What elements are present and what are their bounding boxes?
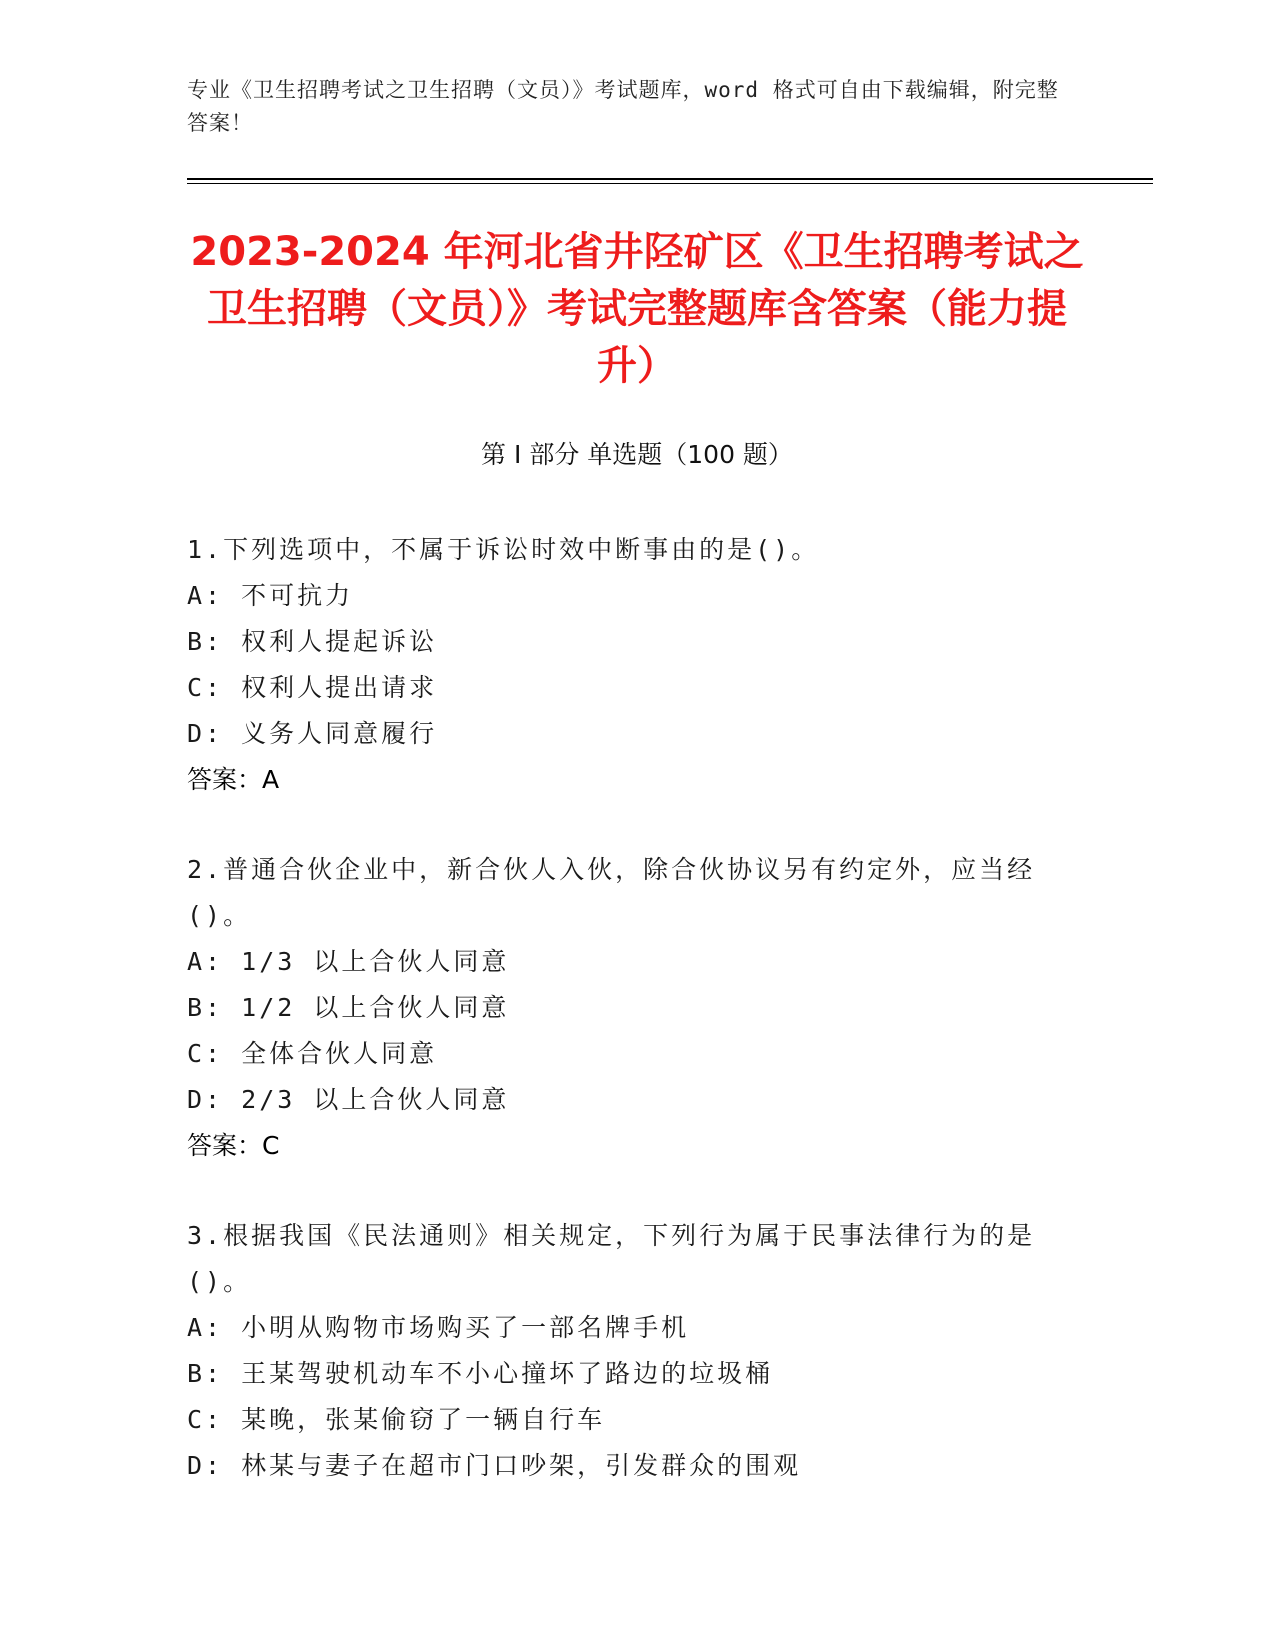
option-b: B: 权利人提起诉讼	[187, 627, 438, 656]
option-c: C: 全体合伙人同意	[187, 1039, 438, 1068]
question-2	[187, 847, 1087, 1169]
option-a: A: 小明从购物市场购买了一部名牌手机	[187, 1313, 690, 1342]
header-rule-thick	[187, 178, 1153, 180]
option-a: A: 1/3 以上合伙人同意	[187, 947, 510, 976]
option-d: D: 2/3 以上合伙人同意	[187, 1085, 510, 1114]
header-note: 专业《卫生招聘考试之卫生招聘（文员）》考试题库，word 格式可自由下载编辑，附完整答案！	[187, 78, 1059, 135]
option-b: B: 王某驾驶机动车不小心撞坏了路边的垃圾桶	[187, 1359, 774, 1388]
question-stem: 1.下列选项中，不属于诉讼时效中断事由的是()。	[187, 535, 820, 564]
question-1	[187, 527, 1087, 803]
option-c: C: 某晚，张某偷窃了一辆自行车	[187, 1405, 606, 1434]
header-rule-thin	[187, 183, 1153, 184]
option-a: A: 不可抗力	[187, 581, 354, 610]
document-title: 2023-2024 年河北省井陉矿区《卫生招聘考试之卫生招聘（文员）》考试完整题库含答案（能力提升）	[190, 229, 1084, 389]
option-d: D: 义务人同意履行	[187, 719, 438, 748]
answer-text: 答案：C	[187, 1131, 280, 1160]
section-title: 第 I 部分 单选题（100 题）	[481, 440, 793, 469]
question-3	[187, 1213, 1087, 1489]
question-gap	[187, 803, 1087, 847]
option-d: D: 林某与妻子在超市门口吵架，引发群众的围观	[187, 1451, 802, 1480]
question-stem: 2.普通合伙企业中，新合伙人入伙，除合伙协议另有约定外，应当经()。	[187, 855, 1036, 930]
option-b: B: 1/2 以上合伙人同意	[187, 993, 510, 1022]
option-c: C: 权利人提出请求	[187, 673, 438, 702]
answer-text: 答案：A	[187, 765, 280, 794]
question-gap	[187, 1169, 1087, 1213]
question-stem: 3.根据我国《民法通则》相关规定，下列行为属于民事法律行为的是()。	[187, 1221, 1036, 1296]
question-list	[187, 527, 1087, 1489]
